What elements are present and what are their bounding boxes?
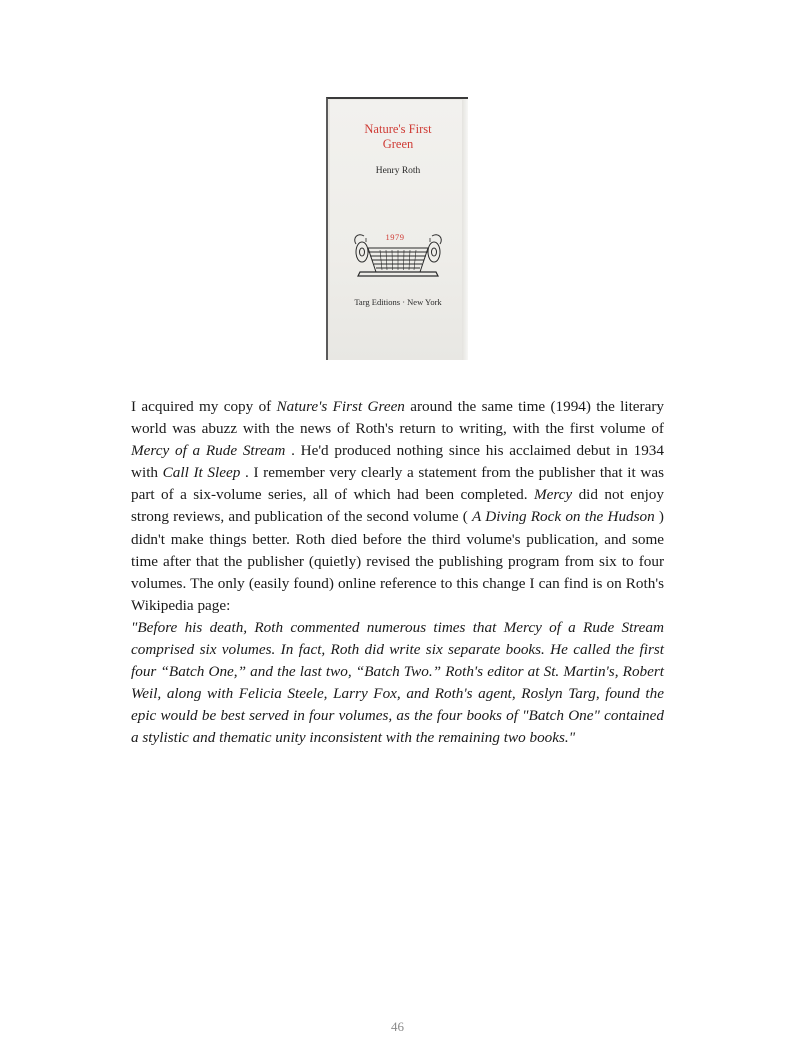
- book-title: Mercy of a Rude Stream: [131, 442, 286, 460]
- book-cover-photo: [326, 97, 468, 360]
- cover-page-edge: [462, 99, 468, 360]
- cover-year: 1979: [385, 232, 405, 242]
- book-title: Call It Sleep: [162, 464, 241, 482]
- text-segment: around the same time (1994) the literary world was abuzz with the news of Roth's return to writing, with the first volume of: [131, 398, 664, 438]
- cover-title: [330, 122, 466, 152]
- text-segment: . He'd produced nothing since his acclaimed debut in 1934 with: [131, 442, 664, 482]
- book-title: A Diving Rock on the Hudson: [472, 508, 655, 526]
- paragraph-main: [131, 396, 664, 617]
- book-title: Mercy: [533, 486, 573, 504]
- cover-author: Henry Roth: [375, 166, 421, 176]
- text-segment: . I remember very clearly a statement from the publisher that it was part of a six-volume series, all of which had been completed.: [131, 464, 664, 504]
- body-text: [131, 396, 664, 750]
- cover-title-line2: Green: [382, 137, 414, 151]
- cover-title-line1: Nature's First: [364, 122, 432, 136]
- page-number: 46: [391, 1019, 404, 1034]
- cover-title-page: [330, 100, 466, 360]
- text-segment: I acquired my copy of: [131, 398, 277, 415]
- wikipedia-quote: "Before his death, Roth commented numerous times that Mercy of a Rude Stream comprised six volumes. In fact, Roth did write six separate books. He called the first four “Batch One,” and the last two, “Batch Two.” Roth's editor at St. Martin's, Robert Weil, along with Felicia Steele, Larry Fox, and Roth's agent, Roslyn Targ, found the epic would be best served in four volumes, as the four books of "Batch One" contained a stylistic and thematic unity inconsistent with the remaining two books.": [131, 618, 664, 747]
- text-segment: did not enjoy strong reviews, and publication of the second volume (: [131, 486, 664, 526]
- text-segment: ) didn't make things better. Roth died before the third volume's publication, and some time after that the publisher (quietly) revised the publishing program from six to four volumes. The only (easily found) online reference to this change I can find is on Roth's Wikipedia page:: [131, 508, 664, 614]
- cover-publisher: Targ Editions · New York: [354, 297, 442, 307]
- book-title: Nature's First Green: [276, 398, 405, 415]
